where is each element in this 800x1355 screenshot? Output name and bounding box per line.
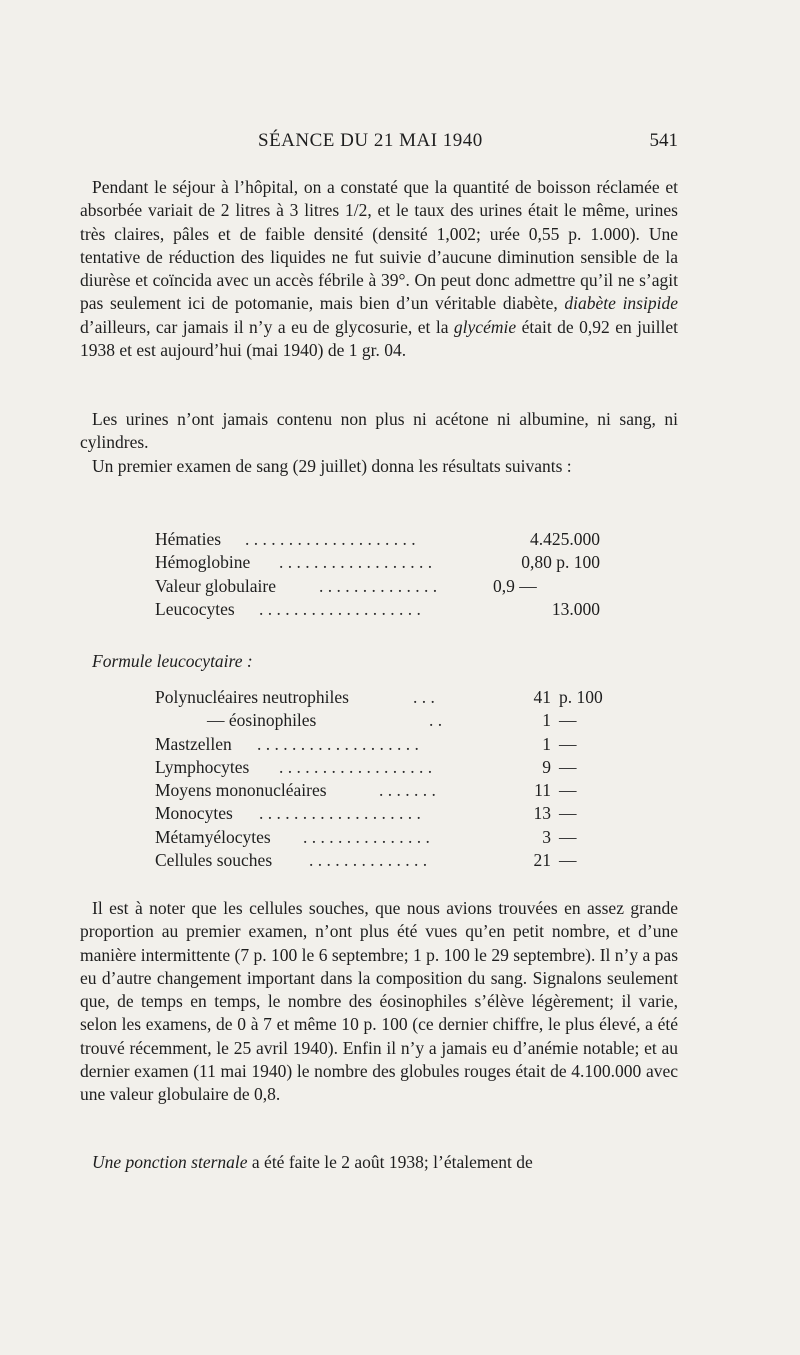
blood-results-table bbox=[155, 528, 600, 621]
row-label: Leucocytes bbox=[155, 598, 235, 619]
p5-text: a été faite le 2 août 1938; l’étalement de bbox=[247, 1152, 533, 1172]
row-value: 21 bbox=[533, 850, 551, 871]
header-session: SÉANCE DU 21 bbox=[258, 130, 394, 151]
row-unit: — bbox=[559, 803, 577, 824]
header-year: 1940 bbox=[442, 130, 483, 151]
p3-text: Un premier examen de sang (29 juillet) donna les résultats suivants : bbox=[92, 456, 572, 476]
leader-dots: . . . . . . . . . . . . . . bbox=[319, 575, 438, 596]
p4-text: Il est à noter que les cellules souches, que nous avions trouvées en assez grande proportion au premier examen, n’ont plus été vues qu’en petit nombre, et d’une manière intermittente (7 p. 100 le 6 septembre; 1 p. 100 le 29 septembre). Il n’y a pas eu d’autre changement important dans la composition du sang. Signalons seulement que, de temps en temps, le nombre des éosinophiles s’élève légèrement; il varie, selon les examens, de 0 à 7 et même 10 p. 100 (ce dernier chiffre, le plus élevé, a été trouvé récemment, le 25 avril 1940). Enfin il n’y a jamais eu d’anémie notable; et au dernier examen (11 mai 1940) le nombre des globules rouges était de 4.100.000 avec une valeur globulaire de 0,8. bbox=[80, 898, 678, 1105]
paragraph-ponction bbox=[80, 1151, 678, 1174]
table-row bbox=[155, 528, 600, 551]
row-value: 1 bbox=[542, 733, 551, 754]
row-value: 13.000 bbox=[551, 598, 600, 619]
p2-text: Les urines n’ont jamais contenu non plus ni acétone ni albumine, ni sang, ni cylindres. bbox=[80, 409, 678, 453]
row-label: Métamyélocytes bbox=[155, 826, 271, 847]
leader-dots: . . . . . . . . . . . . . . . . . . bbox=[279, 552, 433, 573]
row-label: Lymphocytes bbox=[155, 756, 250, 777]
row-label: Hématies bbox=[155, 529, 222, 549]
p1-text-c: était de 0,92 en juillet 1938 et est aujourd’hui (mai 1940) de 1 gr. 04. bbox=[80, 316, 679, 361]
row-value: 13 bbox=[533, 803, 551, 824]
p1-italic-diabete: diabète insipide bbox=[564, 293, 678, 314]
row-unit: — bbox=[559, 850, 577, 871]
leader-dots: . . bbox=[429, 710, 443, 731]
leader-dots: . . . . . . . bbox=[379, 780, 436, 801]
row-value: 1 bbox=[542, 710, 551, 731]
p1-italic-glycemie: glycémie bbox=[453, 316, 517, 337]
row-label: Cellules souches bbox=[155, 850, 273, 871]
table-row bbox=[155, 686, 603, 709]
leader-dots: . . . . . . . . . . . . . . . . . . . bbox=[257, 733, 419, 754]
table-row bbox=[155, 826, 600, 849]
paragraph-cellules-souches bbox=[80, 897, 678, 1107]
running-header bbox=[80, 130, 678, 160]
table-row bbox=[155, 756, 600, 779]
formule-leucocytaire-heading: Formule leucocytaire : bbox=[92, 651, 253, 671]
row-unit: — bbox=[559, 756, 577, 777]
leader-dots: . . . . . . . . . . . . . . . bbox=[303, 826, 430, 847]
p5-italic: Une ponction sternale bbox=[92, 1152, 248, 1172]
row-value: 9 bbox=[542, 756, 551, 777]
row-value: 3 bbox=[542, 826, 551, 847]
table-row bbox=[155, 802, 600, 825]
row-label: Polynucléaires neutrophiles bbox=[155, 687, 349, 707]
leader-dots: . . . bbox=[413, 687, 435, 707]
row-value: 4.425.000 bbox=[530, 529, 600, 549]
paragraph-sejour bbox=[80, 176, 678, 362]
row-unit: — bbox=[559, 826, 577, 847]
row-label: Mastzellen bbox=[155, 733, 232, 754]
leader-dots: . . . . . . . . . . . . . . . . . . . . bbox=[245, 529, 416, 549]
row-value: 41 bbox=[533, 687, 551, 707]
leukocyte-formula-table bbox=[155, 686, 603, 872]
header-title bbox=[258, 130, 483, 152]
table-row bbox=[155, 849, 600, 872]
p1-text-a: Pendant le séjour à l’hôpital, on a constaté que la quantité de boisson réclamée et absorbée variait de 2 litres à 3 litres 1/2, et le taux des urines était le même, urines très claires, pâles et de faible densité (densité 1,002; urée 0,55 p. 1.000). Une tentative de réduction des liquides ne fut suivie d’aucune diminution sensible de la diurèse et coïncida avec un accès fébrile à 39°. On peut donc admettre qu’il ne s’agit pas seulement ici de potomanie, mais bien d’un véritable diabète, bbox=[80, 177, 678, 314]
page-number: 541 bbox=[649, 130, 678, 151]
p1-text-b: d’ailleurs, car jamais il n’y a eu de glycosurie, et la bbox=[80, 316, 454, 337]
table-row bbox=[155, 575, 600, 598]
paragraph-examen bbox=[80, 455, 678, 478]
row-unit: — bbox=[559, 733, 577, 754]
leader-dots: . . . . . . . . . . . . . . . . . . . bbox=[259, 803, 421, 824]
table-row bbox=[155, 709, 600, 732]
row-label: Moyens mononucléaires bbox=[155, 780, 327, 801]
row-unit: p. 100 bbox=[559, 687, 603, 707]
leader-dots: . . . . . . . . . . . . . . . . . . . bbox=[259, 598, 421, 619]
row-value: 0,9 — bbox=[493, 575, 537, 596]
row-unit: — bbox=[559, 710, 577, 731]
row-value: 11 bbox=[534, 780, 551, 801]
row-label: — éosinophiles bbox=[207, 710, 317, 731]
row-unit: — bbox=[559, 780, 577, 801]
table-row bbox=[155, 598, 600, 621]
row-value: 0,80 p. 100 bbox=[521, 552, 600, 573]
table-row bbox=[155, 551, 600, 574]
row-label: Monocytes bbox=[155, 803, 233, 824]
table-row bbox=[155, 733, 600, 756]
row-label: Valeur globulaire bbox=[155, 575, 276, 596]
paragraph-urines bbox=[80, 408, 678, 455]
leader-dots: . . . . . . . . . . . . . . bbox=[309, 850, 428, 871]
header-month: MAI bbox=[399, 130, 438, 151]
table-row bbox=[155, 779, 600, 802]
leader-dots: . . . . . . . . . . . . . . . . . . bbox=[279, 756, 433, 777]
row-label: Hémoglobine bbox=[155, 552, 251, 573]
